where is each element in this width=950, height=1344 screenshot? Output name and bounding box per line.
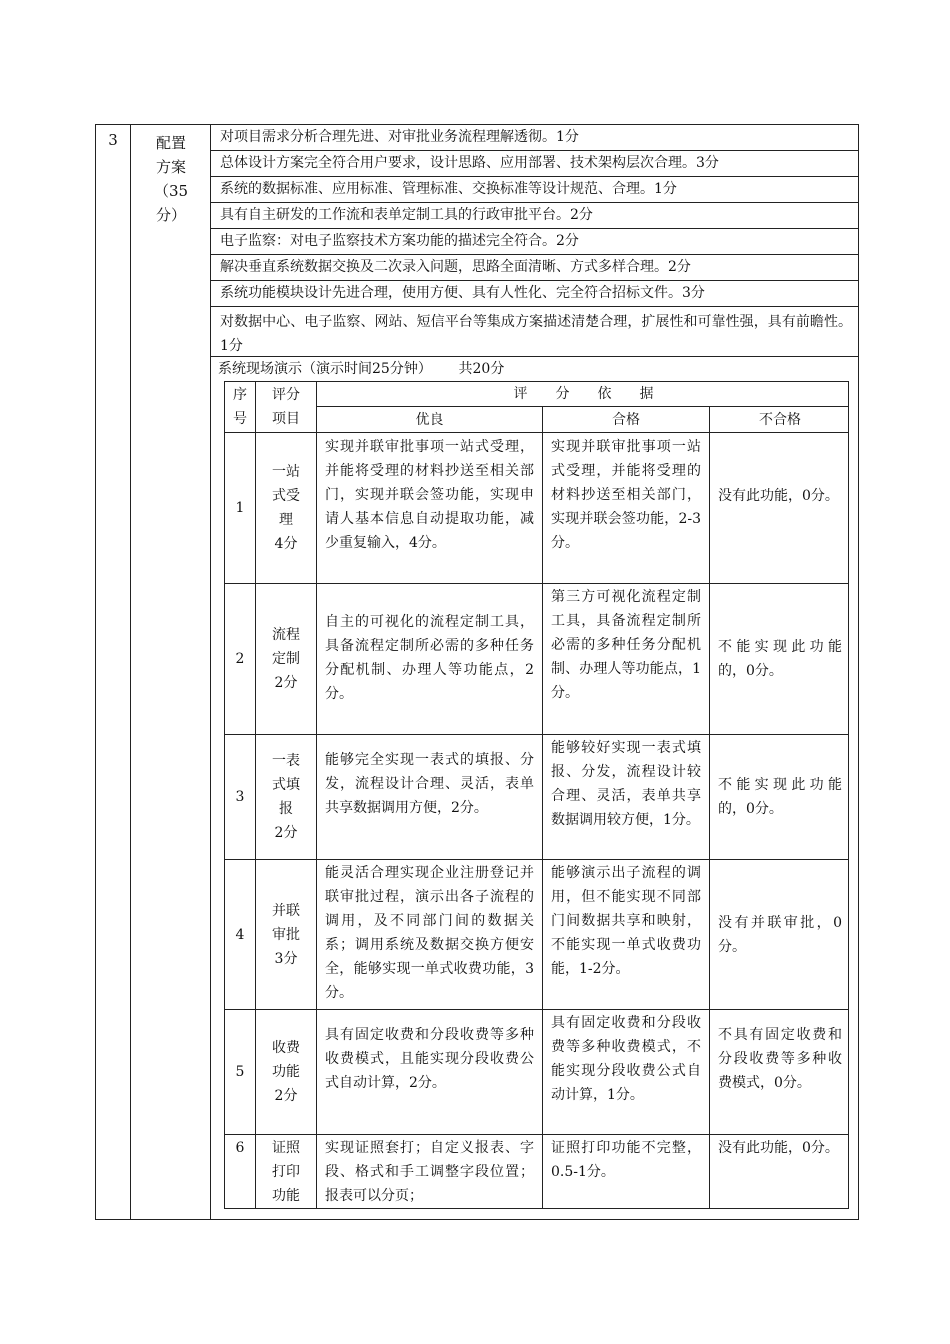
row-fail: 不能实现此功能的，0分。	[718, 639, 842, 679]
category-line: 配置	[155, 134, 186, 152]
scoring-table	[95, 124, 859, 1220]
row-pass: 证照打印功能不完整，0.5-1分。	[551, 1140, 701, 1180]
row-good: 能够完全实现一表式的填报、分发，流程设计合理、灵活，表单共享数据调用方便，2分。	[325, 752, 534, 816]
row-seq: 4	[235, 926, 245, 943]
row-pass: 能够演示出子流程的调用，但不能实现不同部门间数据共享和映射，不能实现一单式收费功能，1-2分。	[551, 865, 701, 977]
row-fail: 没有此功能，0分。	[718, 488, 839, 504]
row-item: 一表 式填 报 2分	[272, 753, 300, 841]
criterion-row: 对项目需求分析合理先进、对审批业务流程理解透彻。1分	[211, 125, 858, 151]
criterion-row: 对数据中心、电子监察、网站、短信平台等集成方案描述清楚合理，扩展性和可靠性强，具有前瞻性。1分	[211, 307, 858, 357]
row-item: 并联 审批 3分	[272, 902, 300, 967]
row-pass: 实现并联审批事项一站式受理，并能将受理的材料抄送至相关部门，实现并联会签功能，2-3分。	[551, 439, 701, 551]
row-item: 流程 定制 2分	[272, 627, 300, 691]
header-item: 评分 项目	[272, 387, 300, 427]
row-pass: 具有固定收费和分段收费等多种收费模式，不能实现分段收费公式自动计算，1分。	[551, 1015, 701, 1103]
row-fail: 没有并联审批，0分。	[718, 915, 842, 955]
demo-scoring-table	[224, 381, 849, 1209]
criterion-row: 解决垂直系统数据交换及二次录入问题，思路全面清晰、方式多样合理。2分	[211, 255, 858, 281]
category-line: 方案	[155, 158, 186, 176]
row-pass: 第三方可视化流程定制工具，具备流程定制所必需的多种任务分配机制、办理人等功能点，1分。	[551, 589, 701, 701]
category-line: 分）	[155, 206, 186, 224]
criterion-row: 总体设计方案完全符合用户要求，设计思路、应用部署、技术架构层次合理。3分	[211, 151, 858, 177]
inner-rule	[225, 859, 848, 860]
header-basis: 评 分 依 据	[513, 386, 654, 402]
row-seq: 2	[235, 651, 245, 667]
row-item: 一站 式受 理 4分	[272, 464, 300, 552]
criterion-row: 电子监察：对电子监察技术方案功能的描述完全符合。2分	[211, 229, 858, 255]
criterion-row: 具有自主研发的工作流和表单定制工具的行政审批平台。2分	[211, 203, 858, 229]
inner-rule	[225, 734, 848, 735]
row-seq: 3	[235, 789, 245, 805]
criterion-row: 系统的数据标准、应用标准、管理标准、交换标准等设计规范、合理。1分	[211, 177, 858, 203]
row-fail: 不能实现此功能的，0分。	[718, 777, 842, 817]
inner-rule	[225, 432, 848, 433]
row-good: 自主的可视化的流程定制工具，具备流程定制所必需的多种任务分配机制、办理人等功能点，2分。	[325, 614, 534, 702]
row-item: 证照 打印 功能	[272, 1140, 300, 1204]
category-line: （35	[153, 182, 189, 200]
row-pass: 能够较好实现一表式填报、分发，流程设计较合理、灵活，表单共享数据调用较方便，1分。	[551, 740, 701, 828]
row-fail: 没有此功能，0分。	[718, 1140, 839, 1156]
row-seq: 5	[235, 1064, 245, 1080]
row-good: 实现并联审批事项一站式受理，并能将受理的材料抄送至相关部门，实现并联会签功能，实现申请人基本信息自动提取功能，减少重复输入，4分。	[325, 439, 534, 551]
row-good: 具有固定收费和分段收费等多种收费模式，且能实现分段收费公式自动计算，2分。	[325, 1027, 534, 1091]
row-item: 收费 功能 2分	[272, 1040, 300, 1104]
header-seq: 序 号	[233, 387, 247, 427]
row-seq: 1	[235, 500, 245, 516]
column-divider	[130, 125, 131, 1219]
header-fail: 不合格	[759, 412, 801, 428]
inner-rule	[225, 1009, 848, 1010]
section-category	[132, 131, 210, 227]
row-good: 能灵活合理实现企业注册登记并联审批过程，演示出各子流程的调用，及不同部门间的数据关系；调用系统及数据交换方便安全，能够实现一单式收费功能，3分。	[325, 865, 534, 1001]
inner-rule	[225, 583, 848, 584]
criterion-row: 系统功能模块设计先进合理，使用方便、具有人性化、完全符合招标文件。3分	[211, 281, 858, 307]
header-pass: 合格	[612, 412, 640, 428]
section-number: 3	[108, 131, 118, 149]
header-good: 优良	[415, 412, 444, 428]
row-fail: 不具有固定收费和分段收费等多种收费模式，0分。	[718, 1027, 842, 1091]
demo-title: 系统现场演示（演示时间25分钟） 共20分	[218, 361, 505, 377]
row-good: 实现证照套打；自定义报表、字段、格式和手工调整字段位置；报表可以分页；	[325, 1140, 534, 1204]
inner-rule	[316, 406, 848, 407]
inner-rule	[225, 1134, 848, 1135]
row-seq: 6	[235, 1140, 245, 1156]
